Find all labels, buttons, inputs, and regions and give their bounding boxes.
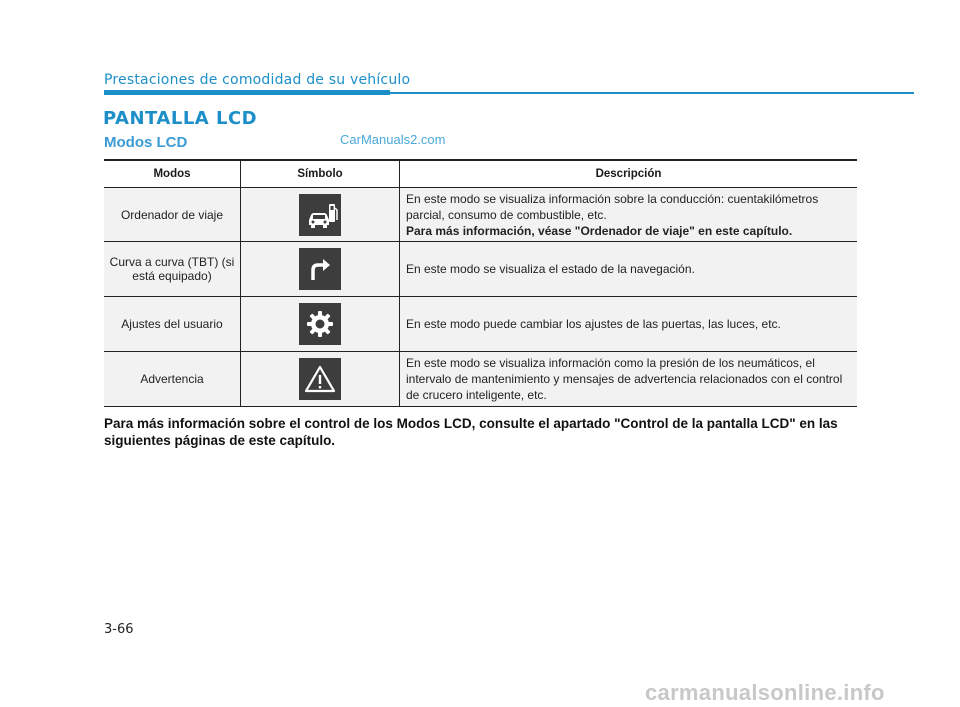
turn-arrow-icon [299, 248, 341, 290]
table-row [104, 242, 857, 297]
symbol-cell [241, 188, 400, 242]
section-subtitle: Modos LCD [104, 134, 188, 151]
description-text: En este modo se visualiza información como la presión de los neumáticos, el intervalo de mantenimiento y mensajes de advertencia relacionados con el control de crucero inteligente, etc. [406, 356, 843, 402]
description-reference: Para más información, véase "Ordenador de viaje" en este capítulo. [406, 223, 793, 238]
section-header: Prestaciones de comodidad de su vehículo [104, 72, 411, 88]
description-turn-by-turn [400, 242, 858, 297]
mode-trip-computer: Ordenador de viaje [104, 188, 241, 242]
header-rule-thick [104, 90, 390, 95]
trip-computer-icon [299, 194, 341, 236]
header-rule-thin [390, 92, 914, 94]
col-header-symbol: Símbolo [241, 160, 400, 188]
mode-turn-by-turn: Curva a curva (TBT) (si está equipado) [104, 242, 241, 297]
watermark-bottom: carmanualsonline.info [645, 680, 885, 705]
mode-user-settings: Ajustes del usuario [104, 297, 241, 352]
col-header-modes: Modos [104, 160, 241, 188]
mode-warning: Advertencia [104, 352, 241, 407]
description-text: En este modo se visualiza el estado de la navegación. [406, 262, 695, 276]
table-row [104, 297, 857, 352]
symbol-cell [241, 242, 400, 297]
watermark-top: CarManuals2.com [340, 132, 446, 147]
gear-icon [299, 303, 341, 345]
warning-triangle-icon [299, 358, 341, 400]
col-header-description: Descripción [400, 160, 858, 188]
description-text: En este modo puede cambiar los ajustes de las puertas, las luces, etc. [406, 317, 781, 331]
lcd-modes-table [104, 159, 857, 407]
page-title: PANTALLA LCD [103, 108, 258, 129]
page-number: 3-66 [104, 622, 134, 637]
symbol-cell [241, 297, 400, 352]
description-user-settings [400, 297, 858, 352]
table-row [104, 352, 857, 407]
description-warning [400, 352, 858, 407]
footnote: Para más información sobre el control de los Modos LCD, consulte el apartado "Control de la pantalla LCD" en las siguientes páginas de este capítulo. [104, 416, 838, 448]
description-text: En este modo se visualiza información sobre la conducción: cuentakilómetros parcial, consumo de combustible, etc. [406, 191, 819, 222]
table-header-row [104, 160, 857, 188]
table-row [104, 188, 857, 242]
symbol-cell [241, 352, 400, 407]
description-trip-computer [400, 188, 858, 242]
